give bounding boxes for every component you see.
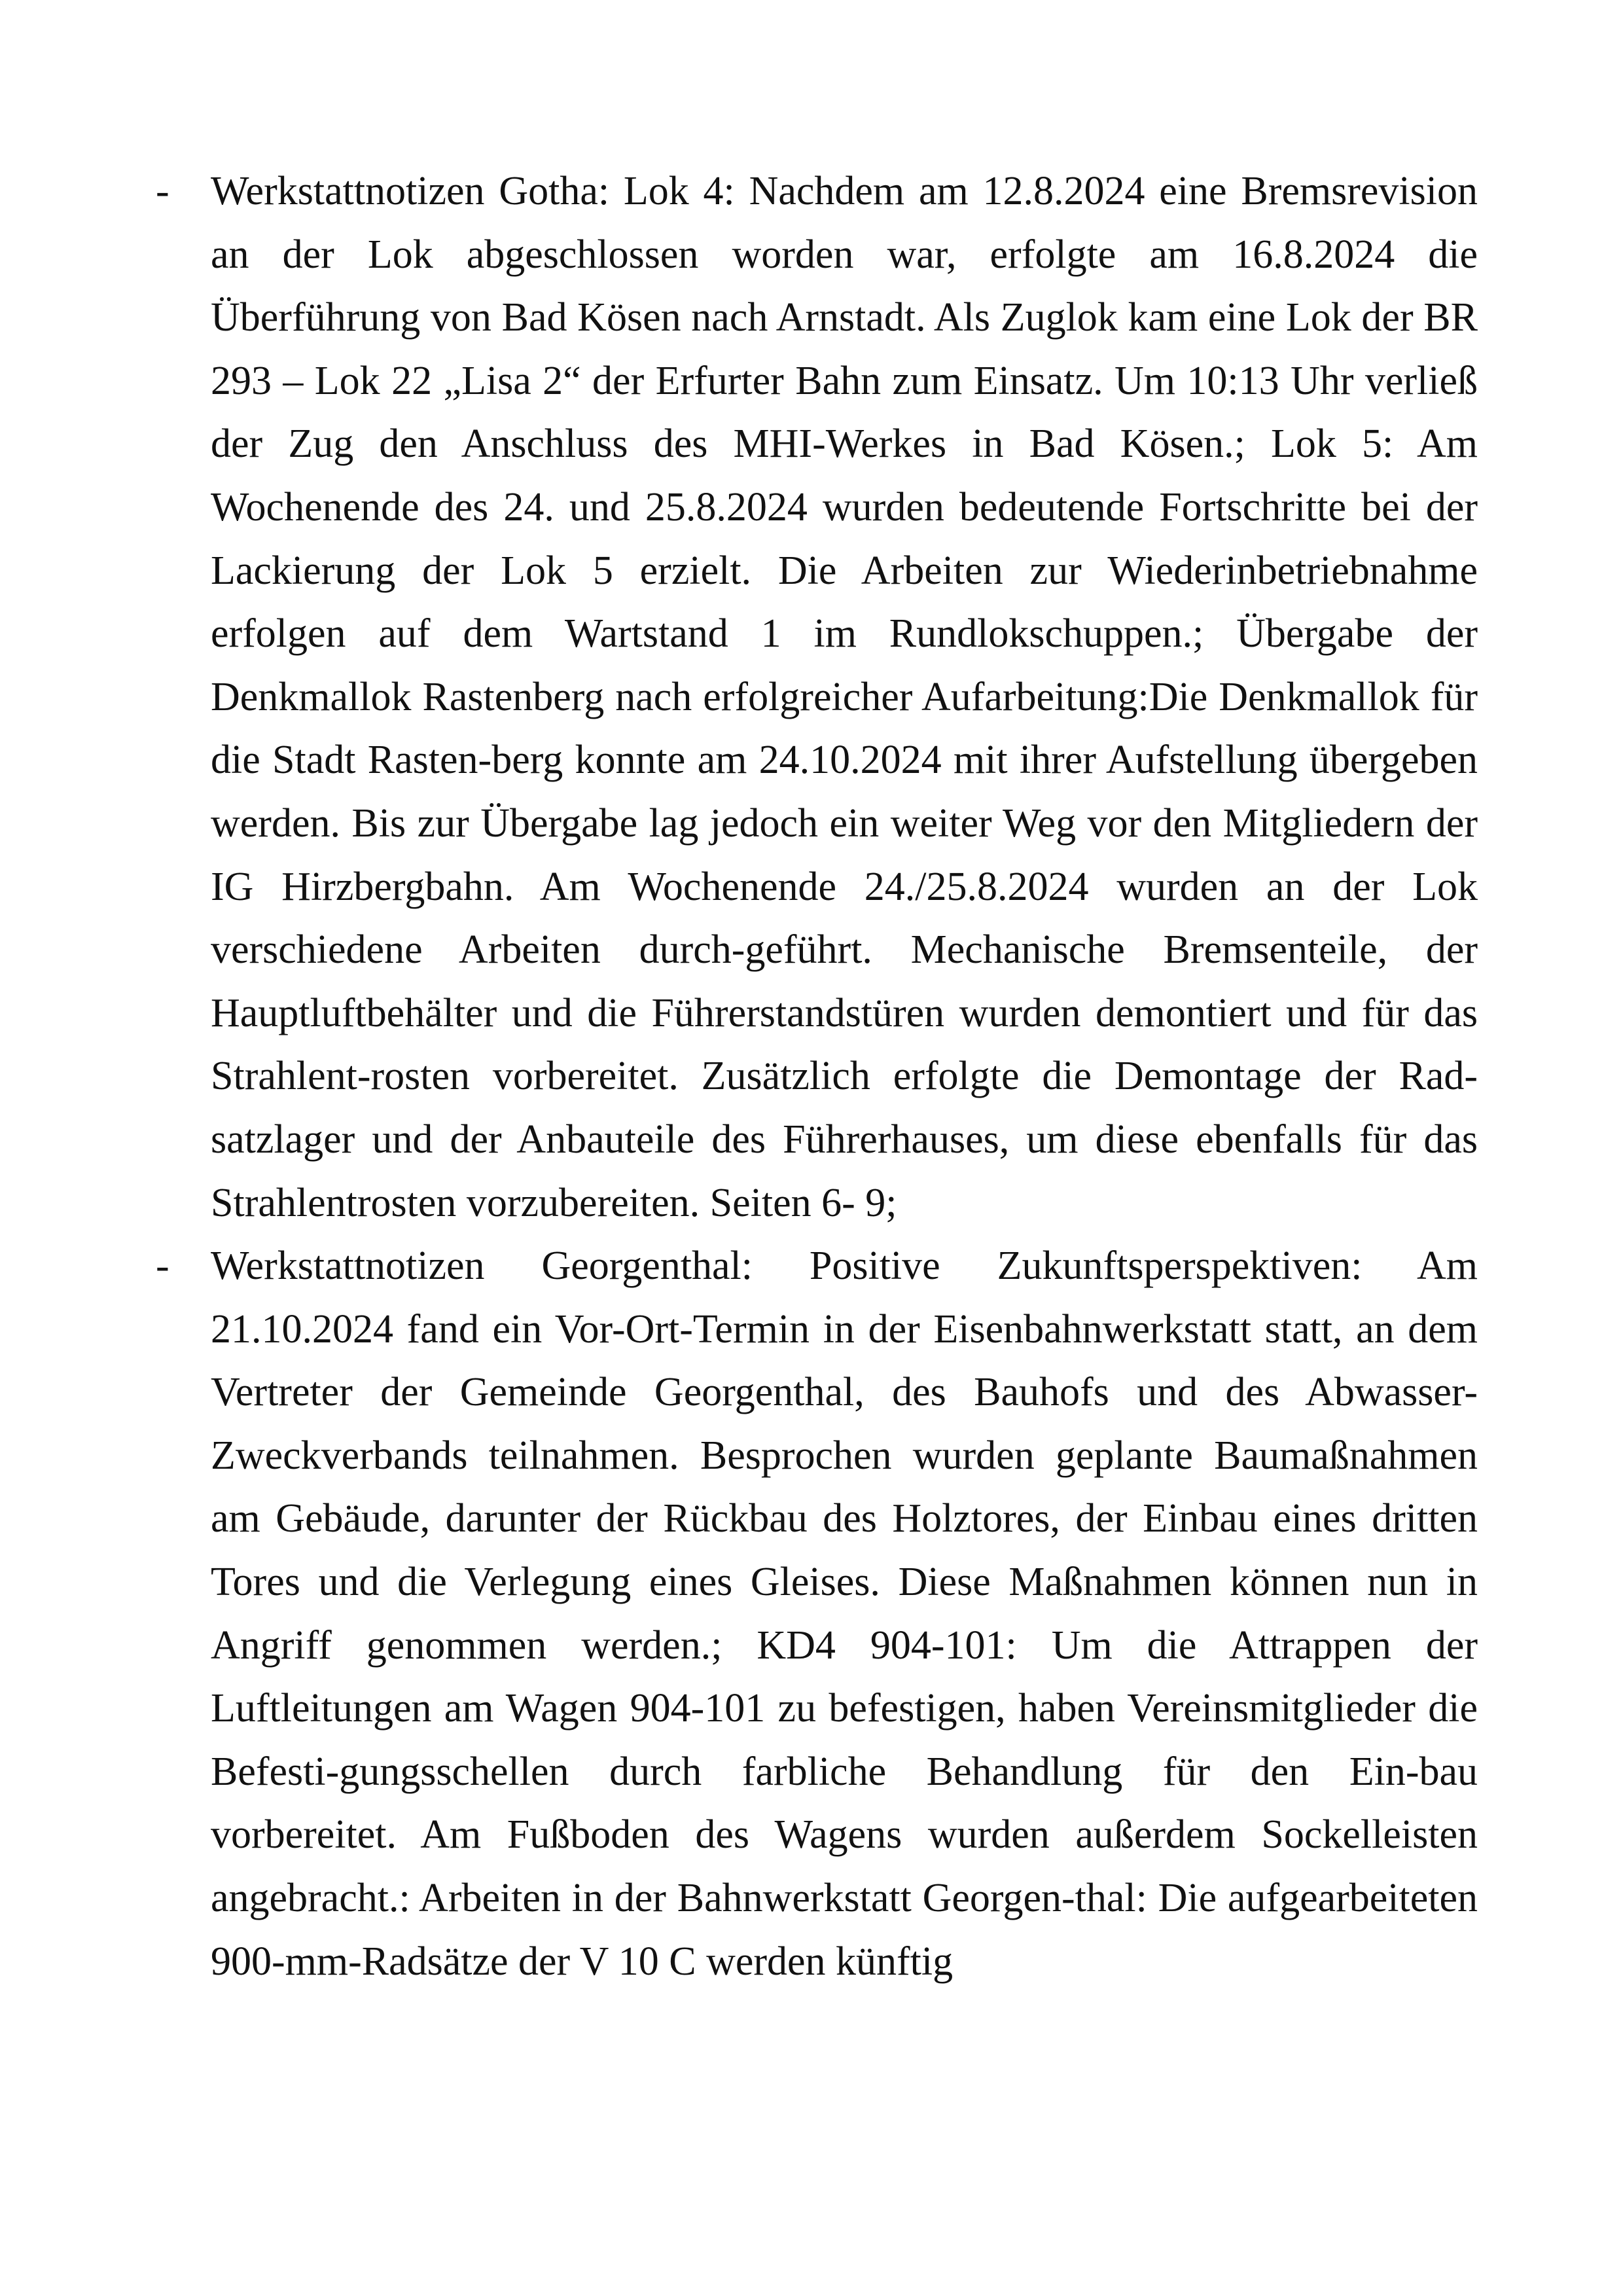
list-item-gotha <box>156 160 1478 1234</box>
list-item-georgenthal <box>156 1234 1478 1993</box>
list-bullet: - <box>156 1244 169 1289</box>
list-item-text: Werkstattnotizen Gotha: Lok 4: Nachdem am 12.8.2024 eine Bremsrevision an der Lok abgeschlossen worden war, erfolgte am 16.8.2024 die Überführung von Bad Kösen nach Arnstadt. Als Zuglok kam eine Lok der BR 293 – Lok 22 „Lisa 2“ der Erfurter Bahn zum Einsatz. Um 10:13 Uhr verließ der Zug den Anschluss des MHI-Werkes in Bad Kösen.; Lok 5: Am Wochenende des 24. und 25.8.2024 wurden bedeutende Fortschritte bei der Lackierung der Lok 5 erzielt. Die Arbeiten zur Wiederinbetriebnahme erfolgen auf dem Wartstand 1 im Rundlokschuppen.; Übergabe der Denkmallok Rastenberg nach erfolgreicher Aufarbeitung:Die Denkmallok für die Stadt Rasten-berg konnte am 24.10.2024 mit ihrer Aufstellung übergeben werden. Bis zur Übergabe lag jedoch ein weiter Weg vor den Mitgliedern der IG Hirzbergbahn. Am Wochenende 24./25.8.2024 wurden an der Lok verschiedene Arbeiten durch-geführt. Mechanische Bremsenteile, der Hauptluftbehälter und die Führerstandstüren wurden demontiert und für das Strahlent-rosten vorbereitet. Zusätzlich erfolgte die Demontage der Rad-satzlager und der Anbauteile des Führerhauses, um diese ebenfalls für das Strahlentrosten vorzubereiten. Seiten 6- 9; <box>211 169 1478 1225</box>
list-bullet: - <box>156 169 169 213</box>
workshop-notes-list <box>156 160 1478 1993</box>
list-item-text: Werkstattnotizen Georgenthal: Positive Zukunftsperspektiven: Am 21.10.2024 fand ein Vor-Ort-Termin in der Eisenbahnwerkstatt statt, an dem Vertreter der Gemeinde Georgenthal, des Bauhofs und des Abwasser-Zweckverbands teilnahmen. Besprochen wurden geplante Baumaßnahmen am Gebäude, darunter der Rückbau des Holztores, der Einbau eines dritten Tores und die Verlegung eines Gleises. Diese Maßnahmen können nun in Angriff genommen werden.; KD4 904-101: Um die Attrappen der Luftleitungen am Wagen 904-101 zu befestigen, haben Vereinsmitglieder die Befesti-gungsschellen durch farbliche Behandlung für den Ein-bau vorbereitet. Am Fußboden des Wagens wurden außerdem Sockelleisten angebracht.: Arbeiten in der Bahnwerkstatt Georgen-thal: Die aufgearbeiteten 900-mm-Radsätze der V 10 C werden künftig <box>211 1244 1478 1984</box>
